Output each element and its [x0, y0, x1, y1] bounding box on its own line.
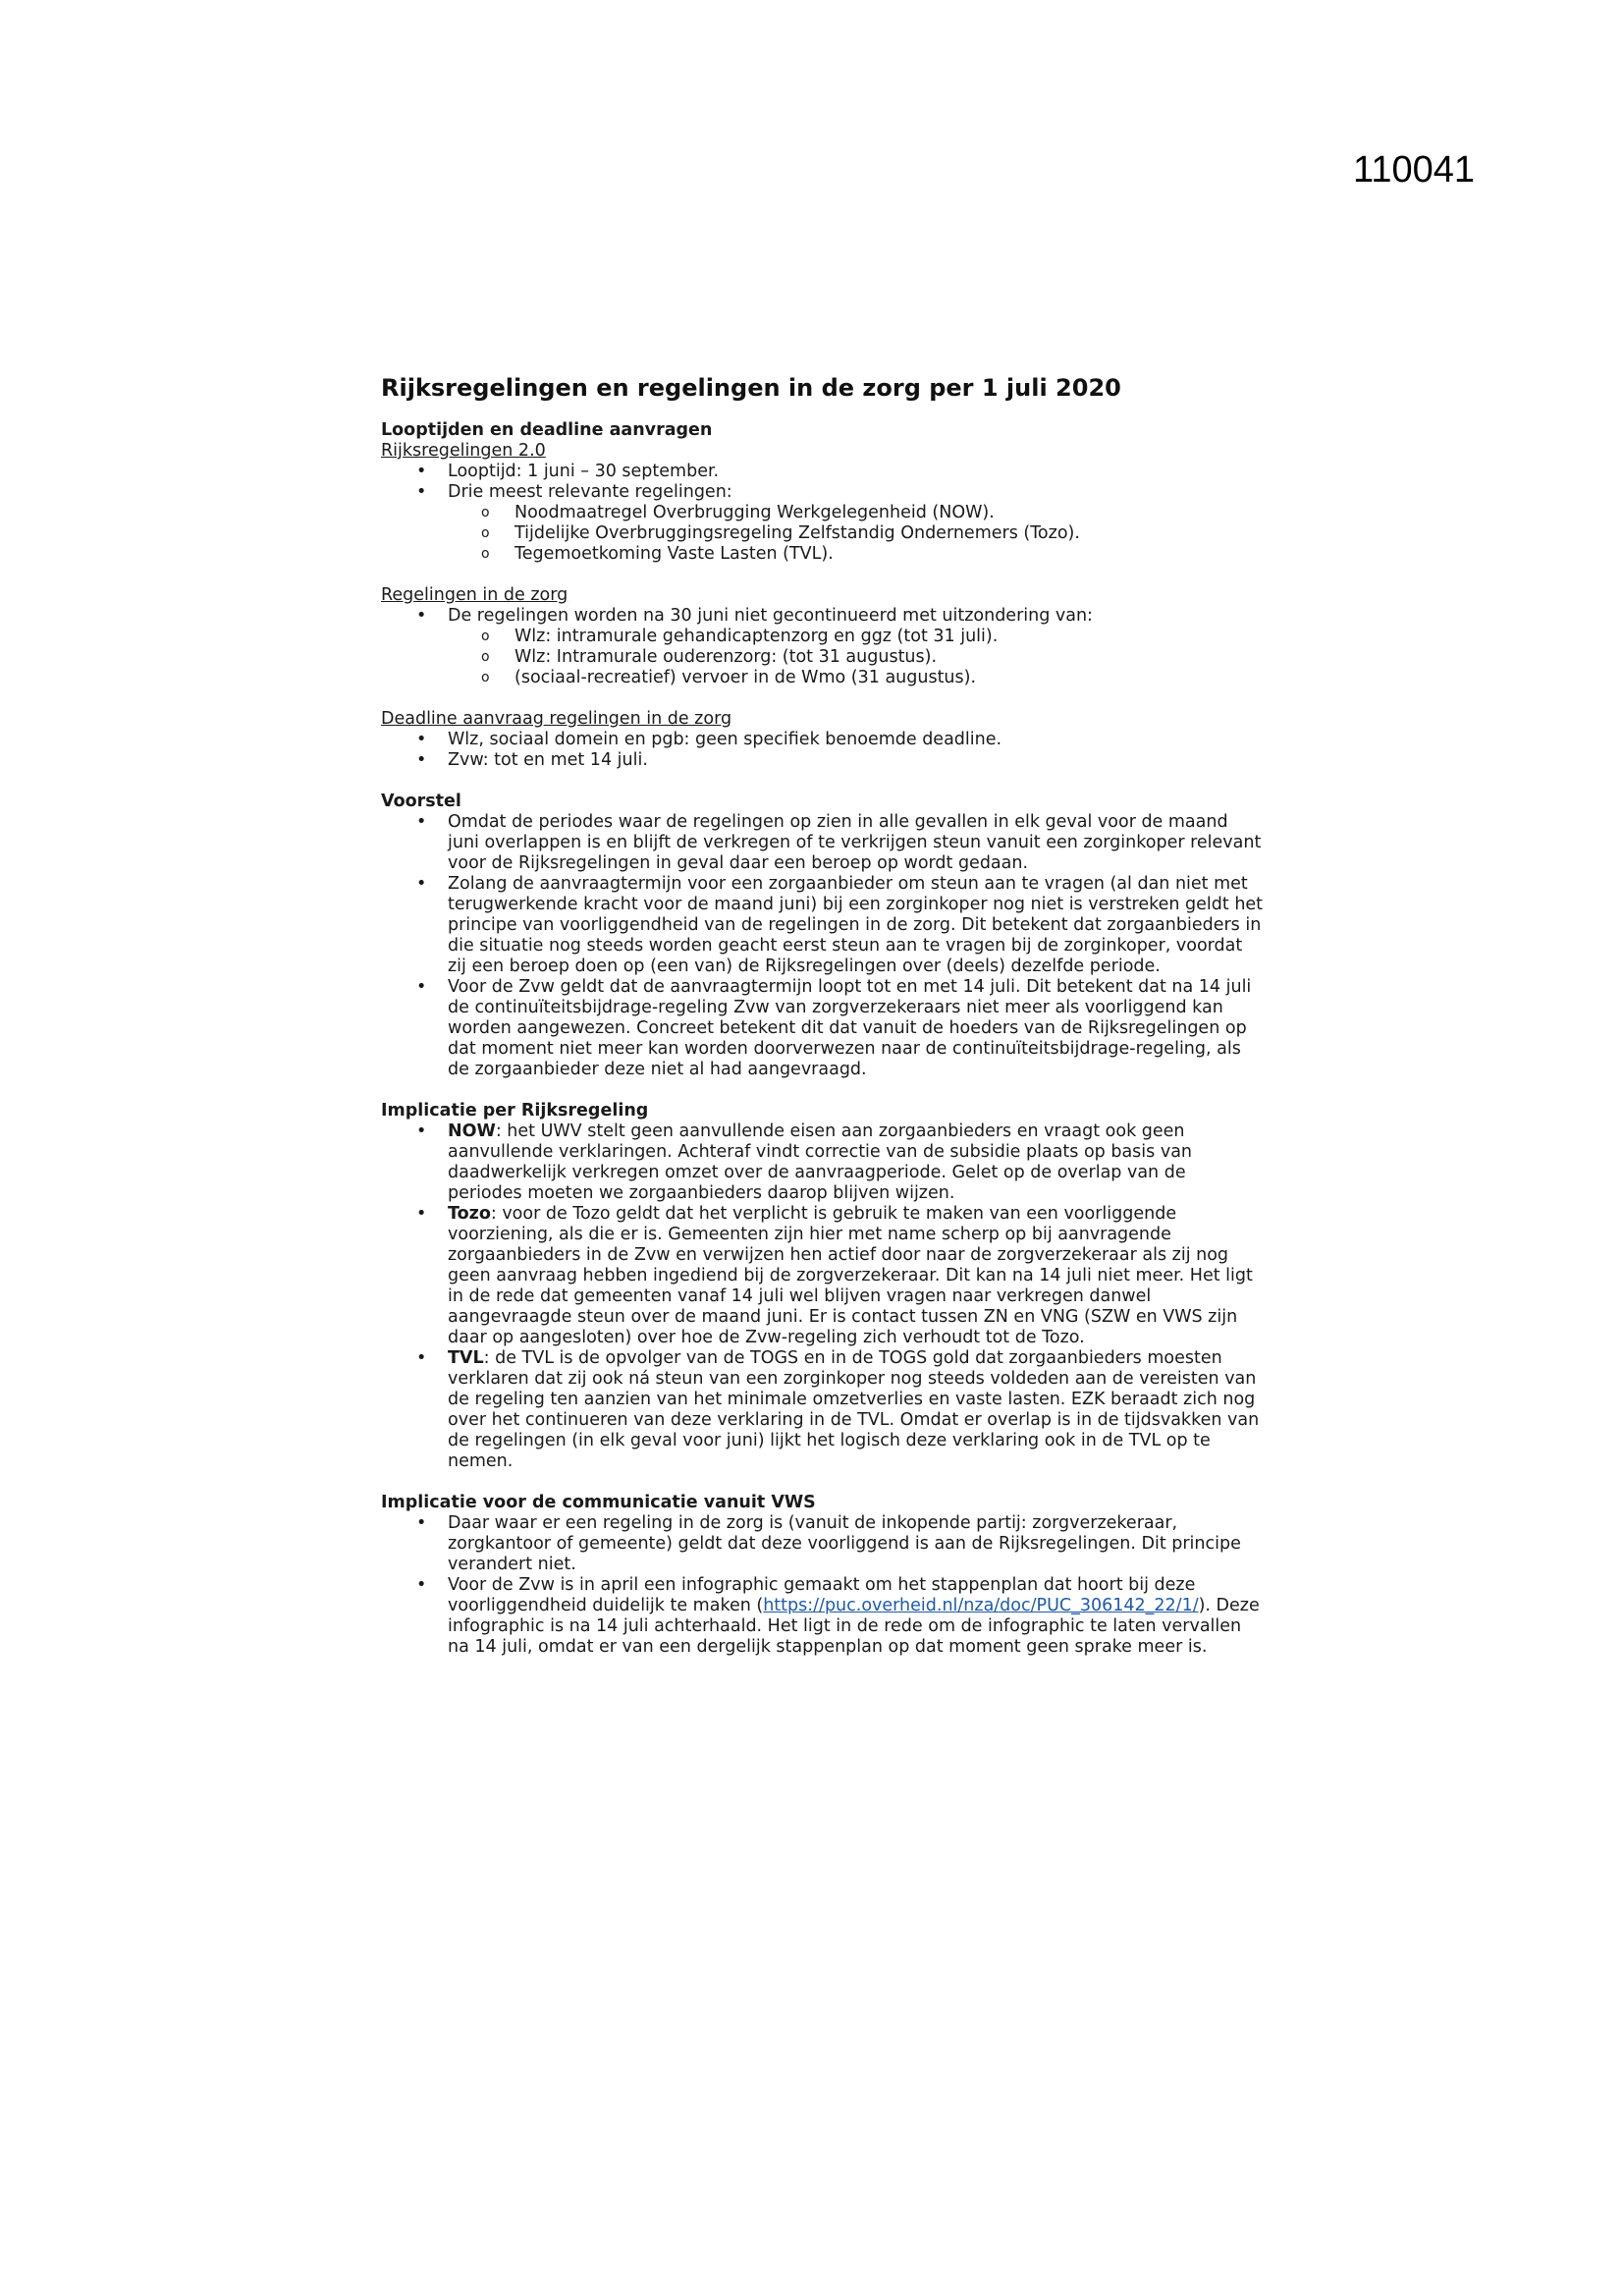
sublist-item: o Tijdelijke Overbruggingsregeling Zelfstandig Ondernemers (Tozo). — [448, 523, 1265, 544]
heading-implicatie: Implicatie per Rijksregeling — [381, 1101, 649, 1121]
sublist-item: o Tegemoetkoming Vaste Lasten (TVL). — [448, 544, 1265, 565]
item-text: : het UWV stelt geen aanvullende eisen aan zorgaanbieders en vraagt ook geen aanvullende verklaringen. Achteraf vindt correctie van de subsidie plaats op basis van daadwerkelijk verkregen omzet over de aanvraagperiode. Gelet op de overlap van de periodes moeten we zorgaanbieders daarop blijven wijzen. — [448, 1121, 1193, 1203]
item-text: : de TVL is de opvolger van de TOGS en in de TOGS gold dat zorgaanbieders moesten verklaren dat zij ook ná steun van een zorginkoper nog steeds voldeden aan de vereisten van de regeling ten aanzien van het minimale omzetverlies en vaste lasten. EZK beraadt zich nog over het continueren van deze verklaring in de TVL. Omdat er overlap is in de tijdsvakken van de regelingen (in elk geval voor juni) lijkt het logisch deze verklaring ook in de TVL op te nemen. — [448, 1348, 1260, 1471]
item-text: : voor de Tozo geldt dat het verplicht is gebruik te maken van een voorliggende voorziening, als die er is. Gemeenten zijn hier met name scherp op bij aanvragende zorgaanbieders in de Zvw en verwijzen hen actief door naar de zorgverzekeraar als zij nog geen aanvraag hebben ingediend bij de zorgverzekeraar. Dit kan na 14 juli niet meer. Het ligt in de rede dat gemeenten vanaf 14 juli wel blijven vragen naar verkregen danwel aangevraagde steun over de maand juni. Er is contact tussen ZN en VNG (SZW en VWS zijn daar op aangesloten) over hoe de Zvw-regeling zich verhoudt tot de Tozo. — [448, 1204, 1253, 1347]
sublist-item: o (sociaal-recreatief) vervoer in de Wmo (31 augustus). — [448, 668, 1265, 688]
list-item: • Wlz, sociaal domein en pgb: geen specifiek benoemde deadline. — [381, 730, 1265, 750]
list-item-text: De regelingen worden na 30 juni niet gecontinueerd met uitzondering van: — [448, 606, 1093, 626]
sublist-uitzonderingen — [448, 627, 1265, 688]
list-rijksregelingen — [381, 462, 1265, 565]
list-implicatie — [381, 1121, 1265, 1472]
list-item — [381, 606, 1265, 688]
document-body — [381, 373, 1265, 1658]
sublist-regelingen — [448, 503, 1265, 565]
list-regelingen-zorg — [381, 606, 1265, 688]
list-item: • Voor de Zvw geldt dat de aanvraagtermijn loopt tot en met 14 juli. Dit betekent dat na 14 juli de continuïteitsbijdrage-regeling Zvw van zorgverzekeraars niet meer als voorliggend kan worden aangewezen. Concreet betekent dit dat vanuit de hoeders van de Rijksregelingen op dat moment niet meer kan worden doorverwezen naar de continuïteitsbijdrage-regeling, als de zorgaanbieder deze niet al had aangevraagd. — [381, 977, 1265, 1080]
sublist-item: o Wlz: Intramurale ouderenzorg: (tot 31 augustus). — [448, 647, 1265, 668]
infographic-link[interactable]: https://puc.overheid.nl/nza/doc/PUC_306142_22/1/ — [763, 1596, 1199, 1615]
list-item — [381, 1575, 1265, 1658]
subheading-regelingen-zorg: Regelingen in de zorg — [381, 585, 568, 605]
list-item — [381, 1204, 1265, 1348]
list-item — [381, 482, 1265, 565]
list-item — [381, 1121, 1265, 1204]
list-deadline — [381, 730, 1265, 771]
item-text: ). Deze infographic is na 14 juli achterhaald. Het ligt in de rede om de infographic te laten vervallen na 14 juli, omdat er van een dergelijk stappenplan op dat moment geen sprake meer is. — [448, 1596, 1260, 1657]
list-item — [381, 1348, 1265, 1472]
document-number: 110041 — [1353, 149, 1475, 191]
item-text: Voor de Zvw is in april een infographic gemaakt om het stappenplan dat hoort bij deze voorliggendheid duidelijk te maken ( — [448, 1575, 1196, 1615]
list-communicatie — [381, 1513, 1265, 1658]
subheading-deadline: Deadline aanvraag regelingen in de zorg — [381, 709, 732, 729]
document-title: Rijksregelingen en regelingen in de zorg per 1 juli 2020 — [381, 374, 1121, 402]
item-lead: NOW — [448, 1121, 496, 1141]
heading-voorstel: Voorstel — [381, 792, 461, 811]
list-item: • Daar waar er een regeling in de zorg is (vanuit de inkopende partij: zorgverzekeraar, zorgkantoor of gemeente) geldt dat deze voorliggend is aan de Rijksregelingen. Dit principe verandert niet. — [381, 1513, 1265, 1575]
sublist-item: o Wlz: intramurale gehandicaptenzorg en ggz (tot 31 juli). — [448, 627, 1265, 647]
list-voorstel — [381, 812, 1265, 1080]
heading-looptijden: Looptijden en deadline aanvragen — [381, 420, 713, 440]
item-lead: Tozo — [448, 1204, 491, 1224]
list-item-text: Drie meest relevante regelingen: — [448, 482, 732, 502]
list-item: • Looptijd: 1 juni – 30 september. — [381, 462, 1265, 482]
subheading-rijksregelingen: Rijksregelingen 2.0 — [381, 441, 546, 461]
list-item: • Omdat de periodes waar de regelingen op zien in alle gevallen in elk geval voor de maand juni overlappen is en blijft de verkregen of te verkrijgen steun vanuit een zorginkoper relevant voor de Rijksregelingen in geval daar een beroep op wordt gedaan. — [381, 812, 1265, 874]
heading-communicatie: Implicatie voor de communicatie vanuit VWS — [381, 1493, 816, 1512]
list-item: • Zvw: tot en met 14 juli. — [381, 750, 1265, 771]
list-item: • Zolang de aanvraagtermijn voor een zorgaanbieder om steun aan te vragen (al dan niet met terugwerkende kracht voor de maand juni) bij een zorginkoper nog niet is verstreken geldt het principe van voorliggendheid van de regelingen in de zorg. Dit betekent dat zorgaanbieders in die situatie nog steeds worden geacht eerst steun aan te vragen bij de zorginkoper, voordat zij een beroep doen op (een van) de Rijksregelingen over (deels) dezelfde periode. — [381, 874, 1265, 977]
item-lead: TVL — [448, 1348, 484, 1368]
sublist-item: o Noodmaatregel Overbrugging Werkgelegenheid (NOW). — [448, 503, 1265, 523]
